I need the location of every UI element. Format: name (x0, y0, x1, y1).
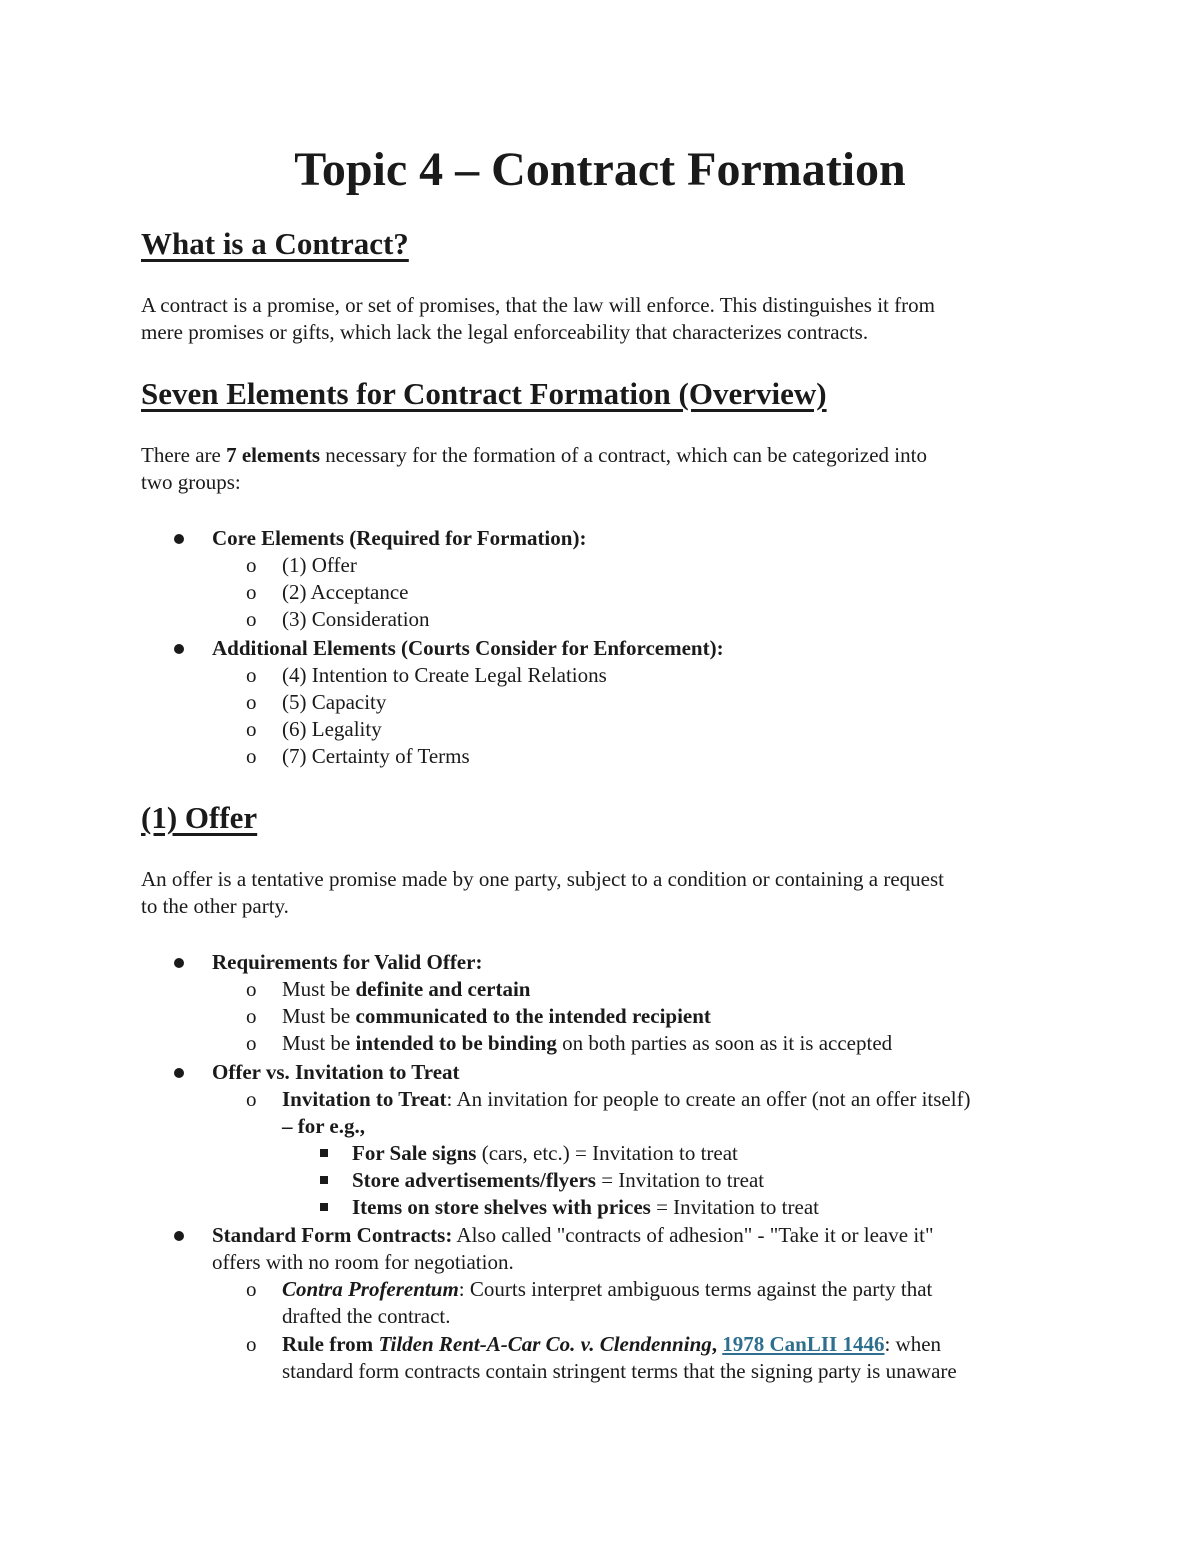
list-item-continuation: standard form contracts contain stringent terms that the signing party is unaware (282, 1359, 957, 1383)
list-item-requirements: Requirements for Valid Offer: (212, 950, 483, 974)
sub-bullet-icon: o (246, 1332, 257, 1356)
heading-what-is-contract: What is a Contract? (141, 226, 409, 261)
paragraph-line: There are 7 elements necessary for the formation of a contract, which can be categorized into (141, 443, 927, 467)
sub-bullet-icon: o (246, 553, 257, 577)
list-item-standard-form: Standard Form Contracts: Also called "contracts of adhesion" - "Take it or leave it" (212, 1223, 934, 1247)
bullet-icon (174, 958, 184, 968)
paragraph-line: two groups: (141, 470, 241, 494)
square-bullet-icon (320, 1203, 328, 1211)
sub-bullet-icon: o (246, 717, 257, 741)
list-item: (2) Acceptance (282, 580, 409, 604)
page-title: Topic 4 – Contract Formation (294, 143, 906, 196)
square-bullet-icon (320, 1176, 328, 1184)
square-bullet-icon (320, 1149, 328, 1157)
bullet-icon (174, 644, 184, 654)
paragraph-line: to the other party. (141, 894, 289, 918)
list-item: Items on store shelves with prices = Invitation to treat (352, 1195, 819, 1219)
list-item: (1) Offer (282, 553, 357, 577)
sub-bullet-icon: o (246, 607, 257, 631)
list-item-continuation: offers with no room for negotiation. (212, 1250, 514, 1274)
bullet-icon (174, 1068, 184, 1078)
sub-bullet-icon: o (246, 690, 257, 714)
heading-offer: (1) Offer (141, 800, 258, 835)
sub-bullet-icon: o (246, 1087, 257, 1111)
sub-bullet-icon: o (246, 1277, 257, 1301)
sub-bullet-icon: o (246, 977, 257, 1001)
list-item: Must be intended to be binding on both parties as soon as it is accepted (282, 1031, 893, 1055)
list-item: (6) Legality (282, 717, 382, 741)
list-item: Invitation to Treat: An invitation for people to create an offer (not an offer itself) (282, 1087, 971, 1111)
list-item-additional: Additional Elements (Courts Consider for Enforcement): (212, 636, 724, 660)
list-item: Contra Proferentum: Courts interpret ambiguous terms against the party that (282, 1277, 933, 1301)
sub-bullet-icon: o (246, 744, 257, 768)
list-item-continuation: drafted the contract. (282, 1304, 451, 1328)
list-item: (3) Consideration (282, 607, 430, 631)
sub-bullet-icon: o (246, 1031, 257, 1055)
paragraph-line: An offer is a tentative promise made by one party, subject to a condition or containing a request (141, 867, 945, 891)
list-item: (4) Intention to Create Legal Relations (282, 663, 607, 687)
bullet-icon (174, 1231, 184, 1241)
list-item-offer-vs-itt: Offer vs. Invitation to Treat (212, 1060, 460, 1084)
canlii-link[interactable]: 1978 CanLII 1446 (722, 1332, 885, 1356)
list-item: Store advertisements/flyers = Invitation to treat (352, 1168, 765, 1192)
paragraph-line: mere promises or gifts, which lack the legal enforceability that characterizes contracts. (141, 320, 869, 344)
sub-bullet-icon: o (246, 1004, 257, 1028)
heading-seven-elements: Seven Elements for Contract Formation (Overview) (141, 376, 827, 411)
list-item: Must be communicated to the intended recipient (282, 1004, 711, 1028)
sub-bullet-icon: o (246, 663, 257, 687)
list-item: Must be definite and certain (282, 977, 531, 1001)
list-item: Rule from Tilden Rent-A-Car Co. v. Clendenning, 1978 CanLII 1446: when (282, 1332, 942, 1356)
list-item-core: Core Elements (Required for Formation): (212, 526, 587, 550)
paragraph-line: A contract is a promise, or set of promises, that the law will enforce. This distinguishes it from (141, 293, 935, 317)
list-item-continuation: – for e.g., (282, 1114, 366, 1138)
list-item: (5) Capacity (282, 690, 387, 714)
list-item: For Sale signs (cars, etc.) = Invitation to treat (352, 1141, 738, 1165)
bullet-icon (174, 534, 184, 544)
list-item: (7) Certainty of Terms (282, 744, 470, 768)
sub-bullet-icon: o (246, 580, 257, 604)
